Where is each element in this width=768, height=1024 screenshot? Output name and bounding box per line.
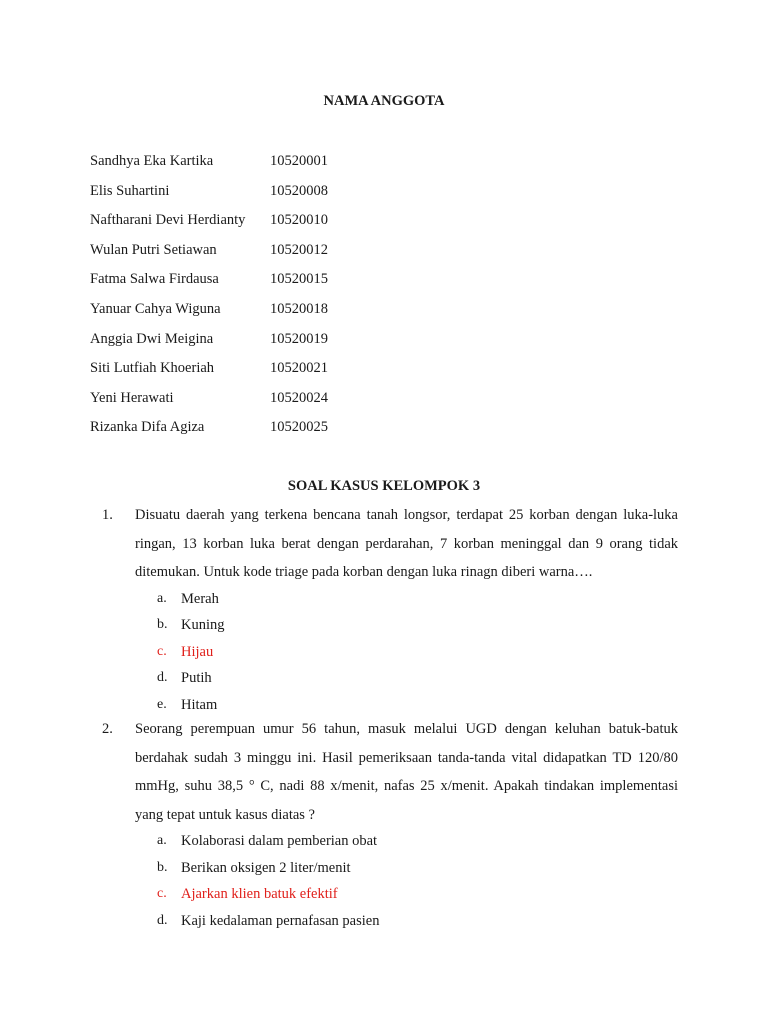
member-id: 10520019 (270, 330, 328, 347)
member-id: 10520015 (270, 271, 328, 288)
member-name: Siti Lutfiah Khoeriah (90, 360, 215, 377)
option-letter: d. (157, 670, 168, 686)
member-id: 10520010 (270, 212, 328, 229)
option-letter: d. (157, 912, 168, 928)
member-name: Wulan Putri Setiawan (90, 241, 217, 258)
member-id: 10520008 (270, 182, 328, 199)
member-name: Rizanka Difa Agiza (90, 419, 205, 436)
options-list (102, 831, 678, 937)
option-c-answer (102, 642, 678, 669)
member-name: Anggia Dwi Meigina (90, 330, 214, 347)
option-b (102, 615, 678, 642)
member-name: Fatma Salwa Firdausa (90, 271, 219, 288)
option-letter: b. (157, 859, 168, 875)
option-text: Ajarkan klien batuk efektif (181, 886, 338, 903)
member-row (90, 181, 390, 211)
member-row (90, 210, 390, 240)
member-row (90, 388, 390, 418)
member-id: 10520024 (270, 389, 328, 406)
option-letter: c. (157, 886, 167, 902)
member-id: 10520021 (270, 360, 328, 377)
members-heading: NAMA ANGGOTA (323, 93, 445, 109)
option-d (102, 911, 678, 938)
member-row (90, 417, 390, 447)
member-row (90, 358, 390, 388)
member-row (90, 240, 390, 270)
member-row (90, 299, 390, 329)
member-row (90, 151, 390, 181)
option-letter: b. (157, 617, 168, 633)
option-text: Kolaborasi dalam pemberian obat (181, 833, 378, 849)
option-text: Kaji kedalaman pernafasan pasien (181, 912, 380, 929)
case-heading: SOAL KASUS KELOMPOK 3 (287, 478, 481, 494)
option-letter: c. (157, 643, 167, 659)
member-name: Elis Suhartini (90, 182, 170, 199)
member-row (90, 329, 390, 359)
member-id: 10520001 (270, 153, 328, 169)
question-text: Seorang perempuan umur 56 tahun, masuk melalui UGD dengan keluhan batuk-batuk berdahak sudah 3 minggu ini. Hasil pemeriksaan tanda-tanda vital didapatkan TD 120/80 mmHg, suhu 38,5 ° C, nadi 88 x/menit, nafas 25 x/menit. Apakah tindakan implementasi yang tepat untuk kasus diatas ? (135, 721, 678, 823)
member-id: 10520012 (270, 241, 328, 258)
question-2 (102, 719, 678, 937)
option-d (102, 668, 678, 695)
question-text: Disuatu daerah yang terkena bencana tanah longsor, terdapat 25 korban dengan luka-luka ringan, 13 korban luka berat dengan perdarahan, 7 korban meninggal dan 9 orang tidak ditemukan. Untuk kode triage pada korban dengan luka rinagn diberi warna…. (135, 507, 678, 580)
options-list (102, 589, 678, 722)
option-letter: a. (157, 590, 167, 606)
member-id: 10520018 (270, 300, 328, 317)
option-text: Kuning (181, 617, 225, 634)
option-a (102, 831, 678, 858)
option-text: Berikan oksigen 2 liter/menit (181, 859, 351, 876)
member-name: Yanuar Cahya Wiguna (90, 300, 221, 317)
question-1 (102, 505, 678, 721)
option-text: Putih (181, 670, 212, 687)
option-text: Hijau (181, 643, 214, 660)
member-name: Yeni Herawati (90, 389, 174, 406)
member-name: Sandhya Eka Kartika (90, 153, 214, 169)
member-name: Naftharani Devi Herdianty (90, 212, 246, 229)
option-letter: a. (157, 833, 167, 848)
option-b (102, 858, 678, 885)
member-row (90, 269, 390, 299)
option-letter: e. (157, 696, 167, 712)
option-text: Merah (181, 590, 219, 607)
question-number: 1. (102, 507, 113, 523)
option-c-answer (102, 884, 678, 911)
members-list (90, 151, 390, 447)
member-id: 10520025 (270, 419, 328, 436)
question-number: 2. (102, 721, 113, 737)
option-a (102, 589, 678, 616)
option-text: Hitam (181, 696, 218, 713)
